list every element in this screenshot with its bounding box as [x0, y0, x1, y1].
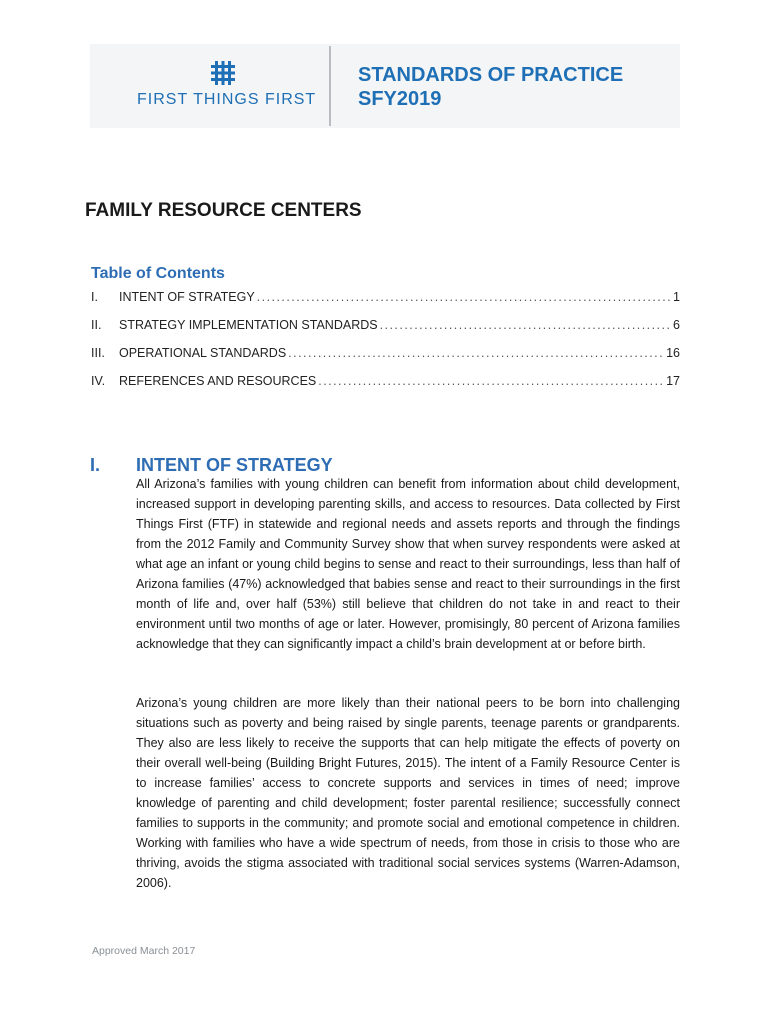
toc-entry-label: OPERATIONAL STANDARDS	[119, 346, 287, 360]
toc-entry-page: 1	[673, 290, 680, 304]
banner-title	[358, 63, 623, 111]
page-title: FAMILY RESOURCE CENTERS	[85, 200, 362, 221]
toc-entry-references[interactable]	[91, 374, 680, 392]
banner-title-line1: STANDARDS OF PRACTICE	[358, 64, 624, 86]
toc-dot-leader	[288, 346, 664, 360]
toc-entry-implementation[interactable]	[91, 318, 680, 336]
footer-approval-note: Approved March 2017	[92, 945, 196, 957]
toc-dot-leader	[318, 374, 664, 388]
toc-entry-intent[interactable]	[91, 290, 680, 308]
logo-text: FIRST THINGS FIRST	[137, 91, 317, 108]
ftf-logo-icon	[210, 60, 236, 86]
toc-entry-label: INTENT OF STRATEGY	[119, 290, 255, 304]
section-title: INTENT OF STRATEGY	[136, 455, 333, 475]
toc-dot-leader	[257, 290, 671, 304]
section-paragraph: Arizona’s young children are more likely than their national peers to be born into challenging situations such as poverty and being raised by single parents, teenage parents or grandparents. They also are less likely to receive the supports that can help mitigate the effects of poverty on their overall well-being (Building Bright Futures, 2015). The intent of a Family Resource Center is to increase families’ access to concrete supports and services in times of need; improve knowledge of parenting and child development; foster parental resilience; successfully connect families to supports in the community; and promote social and emotional competence in children. Working with families who have a wide spectrum of needs, from those in crisis to those who are thriving, avoids the stigma associated with traditional social services systems (Warren-Adamson, 2006).	[136, 696, 680, 890]
toc-entry-page: 6	[673, 318, 680, 332]
banner-divider	[329, 46, 331, 126]
toc-entry-page: 17	[666, 374, 680, 388]
toc-entry-number: IV.	[91, 374, 106, 388]
toc-heading: Table of Contents	[91, 265, 225, 282]
toc-entry-label: STRATEGY IMPLEMENTATION STANDARDS	[119, 318, 378, 332]
toc-entry-number: II.	[91, 318, 102, 332]
toc-entry-page: 16	[666, 346, 680, 360]
toc-dot-leader	[380, 318, 671, 332]
section-paragraph: All Arizona’s families with young children can benefit from information about child development, increased support in developing parenting skills, and access to resources. Data collected by First Things First (FTF) in statewide and regional needs and assets reports and through the findings from the 2012 Family and Community Survey show that when survey respondents were asked at what age an infant or young child begins to sense and react to their surroundings, less than half of Arizona families (47%) acknowledged that babies sense and react to their surroundings in the first month of life and, over half (53%) still believe that children do not take in and react to their environment until two months of age or later. However, promisingly, 80 percent of Arizona families acknowledge that they can significantly impact a child’s brain development at or before birth.	[136, 477, 680, 651]
toc-entry-number: I.	[91, 290, 98, 304]
toc-entry-number: III.	[91, 346, 105, 360]
banner-title-line2: SFY2019	[358, 88, 442, 110]
section-number: I.	[90, 455, 101, 475]
toc-entry-label: REFERENCES AND RESOURCES	[119, 374, 317, 388]
toc-entry-operational[interactable]	[91, 346, 680, 364]
